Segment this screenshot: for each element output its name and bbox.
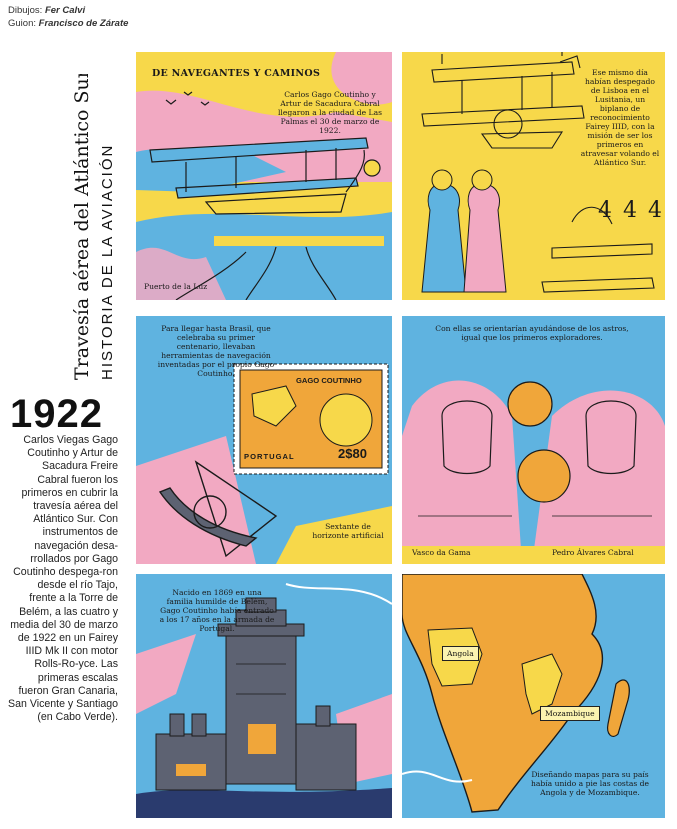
panel-2-caption: Ese mismo día habían despegado de Lisboa en el Lusitania, un biplano de reconocimiento Fairey IIID, con la misión de ser los primeros en atravesar volando el Atlántico Sur. (580, 68, 660, 167)
script-label: Guion: (8, 18, 36, 29)
label-angola: Angola (442, 646, 479, 661)
panel-3-caption: Para llegar hasta Brasil, que celebraba su primer centenario, llevaban herramientas de navegación inventadas por el propio Gago Coutinho. (157, 324, 275, 378)
panel-seaplane-las-palmas (136, 52, 392, 300)
panel-4-art (402, 316, 665, 564)
drawings-credit (8, 4, 128, 17)
panel-belem-tower (136, 574, 392, 818)
script-credit (8, 17, 128, 30)
series-title: Travesía aérea del Atlántico Sur (71, 74, 93, 380)
panel-4-tag-left: Vasco da Gama (412, 548, 471, 557)
script-name: Francisco de Zárate (38, 18, 129, 29)
drawings-name: Fer Calvi (44, 5, 86, 16)
credits (8, 4, 128, 30)
panel-1-caption: Carlos Gago Coutinho y Artur de Sacadura Cabral llegaron a la ciudad de Las Palmas el 30 de marzo de 1922. (277, 90, 383, 135)
year-heading: 1922 (10, 392, 103, 436)
stamp-name: GAGO COUTINHO (296, 376, 362, 385)
panel-5-caption: Nacido en 1869 en una familia humilde de Belém, Gago Coutinho había entrado a los 17 años en la armada de Portugal. (159, 588, 275, 633)
series-subtitle: HISTORIA DE LA AVIACIÓN (99, 143, 116, 380)
panel-1-location: Puerto de la Luz (144, 282, 208, 291)
panel-lisbon-departure (402, 52, 665, 300)
panel-explorers (402, 316, 665, 564)
panel-6-caption: Diseñando mapas para su país había unido a pie las costas de Angola y de Mozambique. (530, 770, 650, 797)
drawings-label: Dibujos: (8, 5, 43, 16)
panel-2-numbers: 4 4 4 (598, 198, 664, 223)
panel-4-tag-right: Pedro Álvares Cabral (552, 548, 634, 557)
intro-text: Carlos Viegas Gago Coutinho y Artur de Sacadura Freire Cabral fueron los primeros en cubrir la travesía aérea del Atlántico Sur. Con instrumentos de navegación desa-rrollados por Gago Coutinho despega-ron desde el río Tajo, frente a la Torre de Belém, a las cuatro y media del 30 de marzo de 1922 en un Fairey IIID Mk II con motor Rolls-Ro-yce. Las primeras escalas fueron Gran Canaria, San Vicente y Santiago (en Cabo Verde). (8, 434, 118, 724)
stamp-value: 2$80 (338, 446, 367, 461)
label-mozambique: Mozambique (540, 706, 600, 721)
vertical-title (62, 74, 122, 386)
panel-navigation-tools (136, 316, 392, 564)
stamp-country: PORTUGAL (244, 452, 295, 461)
panel-3-tag: Sextante de horizonte artificial (312, 522, 384, 540)
comic-page (128, 44, 673, 826)
panel-4-caption: Con ellas se orientarían ayudándose de los astros, igual que los primeros exploradores. (435, 324, 629, 342)
panel-africa-map (402, 574, 665, 818)
page-heading: DE NAVEGANTES Y CAMINOS (152, 68, 321, 79)
